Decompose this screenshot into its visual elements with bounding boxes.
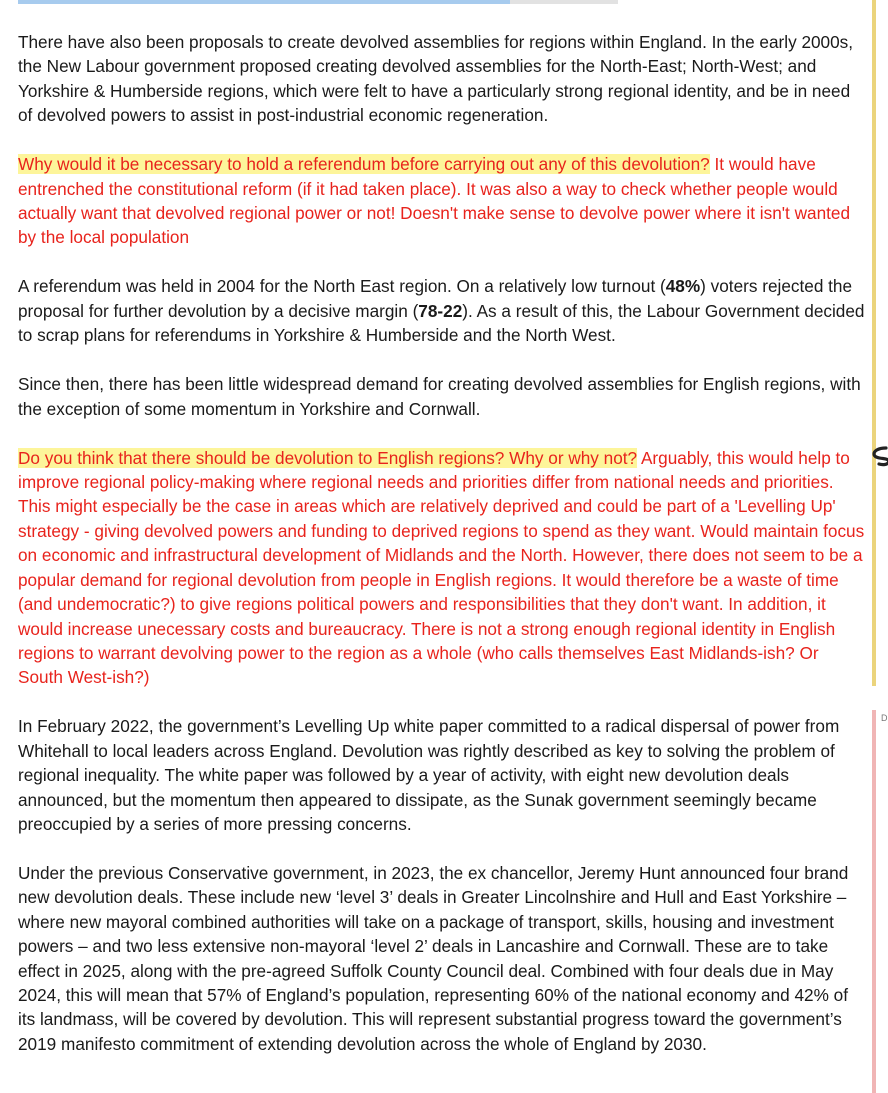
answer-referendum: It would have entrenched the constitutional reform (if it had taken place). It was also a way to check whether people would actually want that devolved regional power or not! Doesn't make sense to devolve power where it isn't wanted by the local population [18, 154, 851, 248]
margin-value: 78-22 [418, 300, 463, 321]
margin-change-bar-pink [872, 710, 876, 1093]
question-referendum-highlight: Why would it be necessary to hold a referendum before carrying out any of this devolution? [18, 154, 710, 175]
question-referendum [18, 152, 868, 250]
paragraph-regional-assemblies: There have also been proposals to create devolved assemblies for regions within England. In the early 2000s, the New Labour government proposed creating devolved assemblies for the North-East; North-West; and Yorkshire & Humberside regions, which were felt to have a particularly strong regional identity, and be in need of devolved powers to assist in post-industrial economic regeneration. [18, 32, 854, 126]
paragraph-devolution-deals: Under the previous Conservative government, in 2023, the ex chancellor, Jeremy Hunt announced four brand new devolution deals. These include new ‘level 3’ deals in Greater Lincolnshire and Hull and East Yorkshire – where new mayoral combined authorities will take on a package of transport, skills, housing and investment powers – and two less extensive non-mayoral ‘level 2’ deals in Lancashire and Cornwall. These are to take effect in 2025, along with the pre-agreed Suffolk County Council deal. Combined with four deals due in May 2024, this will mean that 57% of England’s population, representing 60% of the national economy and 42% of its landmass, will be covered by devolution. This will represent substantial progress toward the government’s 2019 manifesto commitment of extending devolution across the whole of England by 2030. [18, 862, 849, 1054]
document-body [18, 30, 868, 1081]
reading-progress-fill [18, 0, 510, 4]
question-english-regions-highlight: Do you think that there should be devolution to English regions? Why or why not? [18, 447, 638, 468]
paragraph-little-demand: Since then, there has been little widespread demand for creating devolved assemblies for English regions, with the exception of some momentum in Yorkshire and Cornwall. [18, 374, 861, 419]
paragraph-north-east-referendum: A referendum was held in 2004 for the North East region. On a relatively low turnout (48%) voters rejected the proposal for further devolution by a decisive margin (78-22). As a result of this, the Labour Government decided to scrap plans for referendums in Yorkshire & Humberside and the North West. [18, 276, 865, 346]
turnout-value: 48% [665, 276, 701, 297]
paragraph-levelling-up: In February 2022, the government’s Levelling Up white paper committed to a radical dispersal of power from Whitehall to local leaders across England. Devolution was rightly described as key to solving the problem of regional inequality. The white paper was followed by a year of activity, with eight new devolution deals announced, but the momentum then appeared to dissipate, as the Sunak government seemingly became preoccupied by a series of more pressing concerns. [18, 716, 840, 834]
margin-change-bar-yellow [872, 0, 876, 686]
reading-progress-bar [18, 0, 618, 4]
margin-comment-letter: D [881, 713, 888, 723]
comment-marker-icon[interactable] [869, 444, 888, 468]
answer-english-regions: Arguably, this would help to improve regional policy-making where regional needs and priorities differ from national needs and priorities. This might especially be the case in areas which are relatively deprived and could be part of a 'Levelling Up' strategy - giving devolved powers and funding to deprived regions to spend as they want. Would maintain focus on economic and infrastructural development of Midlands and the North. However, there does not seem to be a popular demand for regional devolution from people in English regions. It would therefore be a waste of time (and undemocratic?) to give regions political powers and responsibilities that they don't want. In addition, it would increase unecessary costs and bureaucracy. There is not a strong enough regional identity in English regions to warrant devolving power to the region as a whole (who calls themselves East Midlands-ish? Or South West-ish?) [18, 447, 865, 688]
question-english-regions [18, 446, 868, 690]
